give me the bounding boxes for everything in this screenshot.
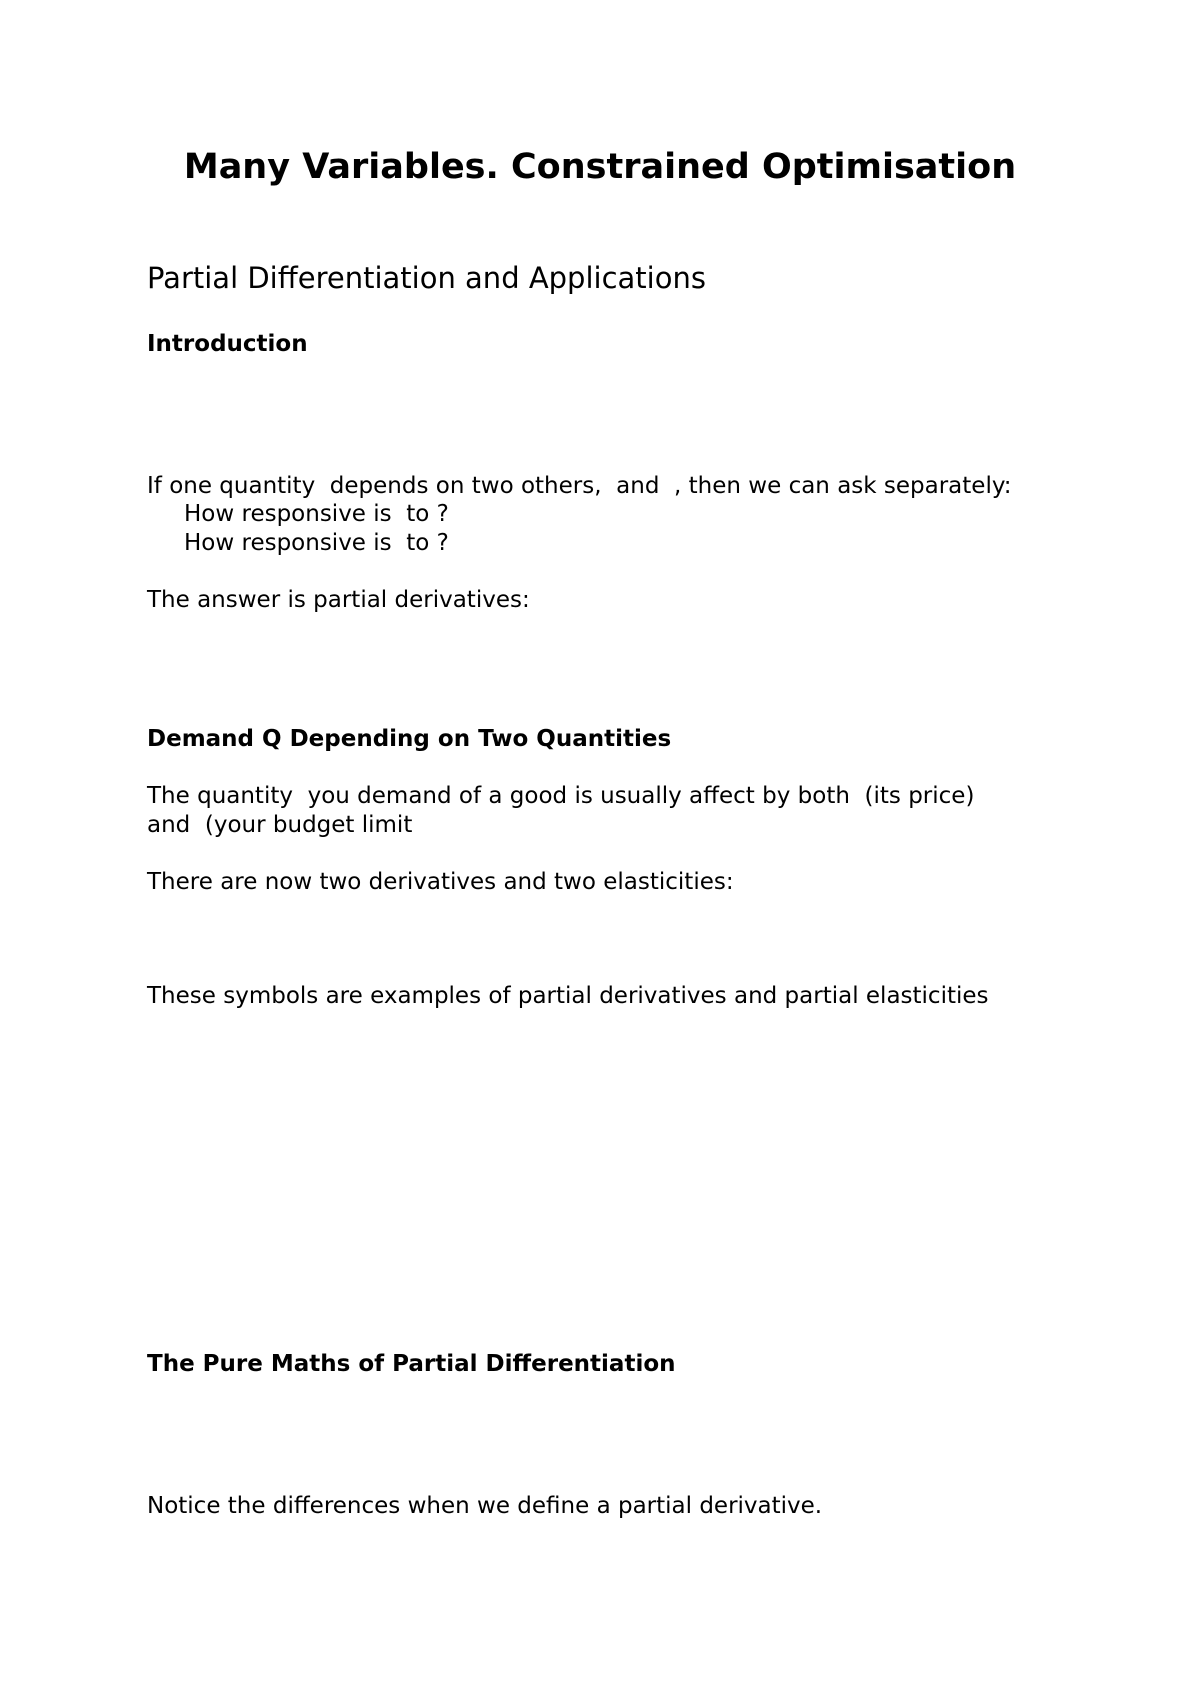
pure-maths-paragraph: Notice the differences when we define a partial derivative. <box>147 1493 823 1519</box>
document-subtitle: Partial Differentiation and Applications <box>147 261 706 295</box>
demand-paragraph-line-1: The quantity you demand of a good is usually affect by both (its price) <box>147 783 975 809</box>
demand-paragraph-symbols: These symbols are examples of partial derivatives and partial elasticities <box>147 983 989 1009</box>
section-heading-introduction: Introduction <box>147 331 308 357</box>
intro-question-1: How responsive is to ? <box>184 501 449 527</box>
section-heading-demand: Demand Q Depending on Two Quantities <box>147 726 672 752</box>
intro-paragraph-line-1: If one quantity depends on two others, and , then we can ask separately: <box>147 473 1012 499</box>
section-heading-pure-maths: The Pure Maths of Partial Differentiation <box>147 1351 676 1377</box>
document-title: Many Variables. Constrained Optimisation <box>183 147 1017 187</box>
demand-paragraph-elasticities: There are now two derivatives and two elasticities: <box>147 869 734 895</box>
demand-paragraph-line-2: and (your budget limit <box>147 812 413 838</box>
intro-paragraph-answer: The answer is partial derivatives: <box>147 587 530 613</box>
intro-question-2: How responsive is to ? <box>184 530 449 556</box>
